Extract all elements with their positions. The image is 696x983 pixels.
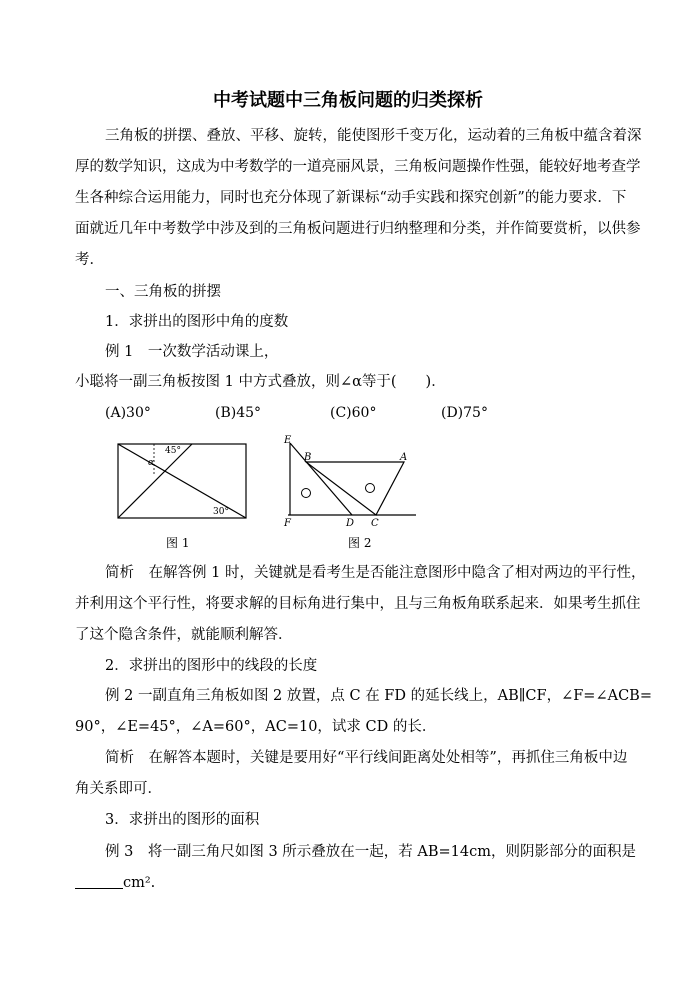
- option-c: (C)60°: [330, 405, 377, 421]
- fig2-label-b: B: [304, 452, 312, 463]
- option-a: (A)30°: [105, 405, 151, 421]
- analysis-2-line: 角关系即可．: [75, 781, 162, 797]
- fig2-label-f: F: [284, 518, 291, 528]
- analysis-1-line: 简析 在解答例 1 时，关键就是看考生是否能注意图形中隐含了相对两边的平行性，: [105, 565, 646, 581]
- figure-1-caption: 图 1: [166, 536, 190, 550]
- fig1-label-30: 30°: [213, 507, 229, 517]
- subsection-heading: 1．求拼出的图形中角的度数: [105, 314, 289, 330]
- analysis-1-line: 并利用这个平行性，将要求解的目标角进行集中，且与三角板角联系起来．如果考生抓住: [75, 596, 641, 612]
- fig2-triangle-abc: [306, 462, 404, 515]
- example-1-question: 小聪将一副三角板按图 1 中方式叠放，则∠α等于( )．: [75, 374, 446, 390]
- fig2-label-d: D: [346, 518, 355, 528]
- section-heading: 一、三角板的拼摆: [105, 284, 221, 300]
- example-3-line: 例 3 将一副三角尺如图 3 所示叠放在一起，若 AB=14cm，则阴影部分的面积是: [105, 844, 636, 860]
- intro-line: 考．: [75, 252, 104, 268]
- answer-blank: [75, 874, 123, 889]
- example-2-line: 90°，∠E=45°，∠A=60°，AC=10，试求 CD 的长．: [75, 719, 437, 735]
- page-title: 中考试题中三角板问题的归类探析: [213, 90, 483, 111]
- option-d: (D)75°: [441, 405, 488, 421]
- fig2-segment-ed: [290, 443, 352, 515]
- figure-1-diagram: [110, 438, 255, 524]
- intro-line: 生各种综合运用能力，同时也充分体现了新课标“动手实践和探究创新”的能力要求．下: [75, 190, 627, 206]
- example-1-line: 例 1 一次数学活动课上，: [105, 344, 279, 360]
- figure-2-diagram: [278, 433, 423, 528]
- intro-line: 三角板的拼摆、叠放、平移、旋转，能使图形千变万化，运动着的三角板中蕴含着深: [105, 128, 642, 144]
- fig2-label-a: A: [400, 452, 408, 463]
- example-2-line: 例 2 一副直角三角板如图 2 放置，点 C 在 FD 的延长线上，AB∥CF，∠F=∠ACB=: [105, 688, 652, 704]
- area-unit: cm².: [123, 875, 156, 891]
- fig1-label-alpha: α: [148, 458, 155, 468]
- fig1-label-45: 45°: [165, 446, 181, 456]
- intro-line: 厚的数学知识，这成为中考数学的一道亮丽风景，三角板问题操作性强，能较好地考查学: [75, 159, 641, 175]
- example-3-answer-line: [75, 873, 155, 893]
- fig2-label-c: C: [371, 518, 379, 528]
- fig2-label-e: E: [284, 435, 292, 446]
- analysis-1-line: 了这个隐含条件，就能顺利解答．: [75, 627, 293, 643]
- figure-2-caption: 图 2: [348, 536, 372, 550]
- fig2-hole-right: [366, 484, 375, 493]
- intro-line: 面就近几年中考数学中涉及到的三角板问题进行归纳整理和分类，并作简要赏析，以供参: [75, 221, 641, 237]
- subsection-heading: 2．求拼出的图形中的线段的长度: [105, 658, 318, 674]
- subsection-heading: 3．求拼出的图形的面积: [105, 812, 260, 828]
- fig2-hole-left: [302, 489, 311, 498]
- option-b: (B)45°: [215, 405, 262, 421]
- analysis-2-line: 简析 在解答本题时，关键是要用好“平行线间距离处处相等”，再抓住三角板中边: [105, 750, 628, 766]
